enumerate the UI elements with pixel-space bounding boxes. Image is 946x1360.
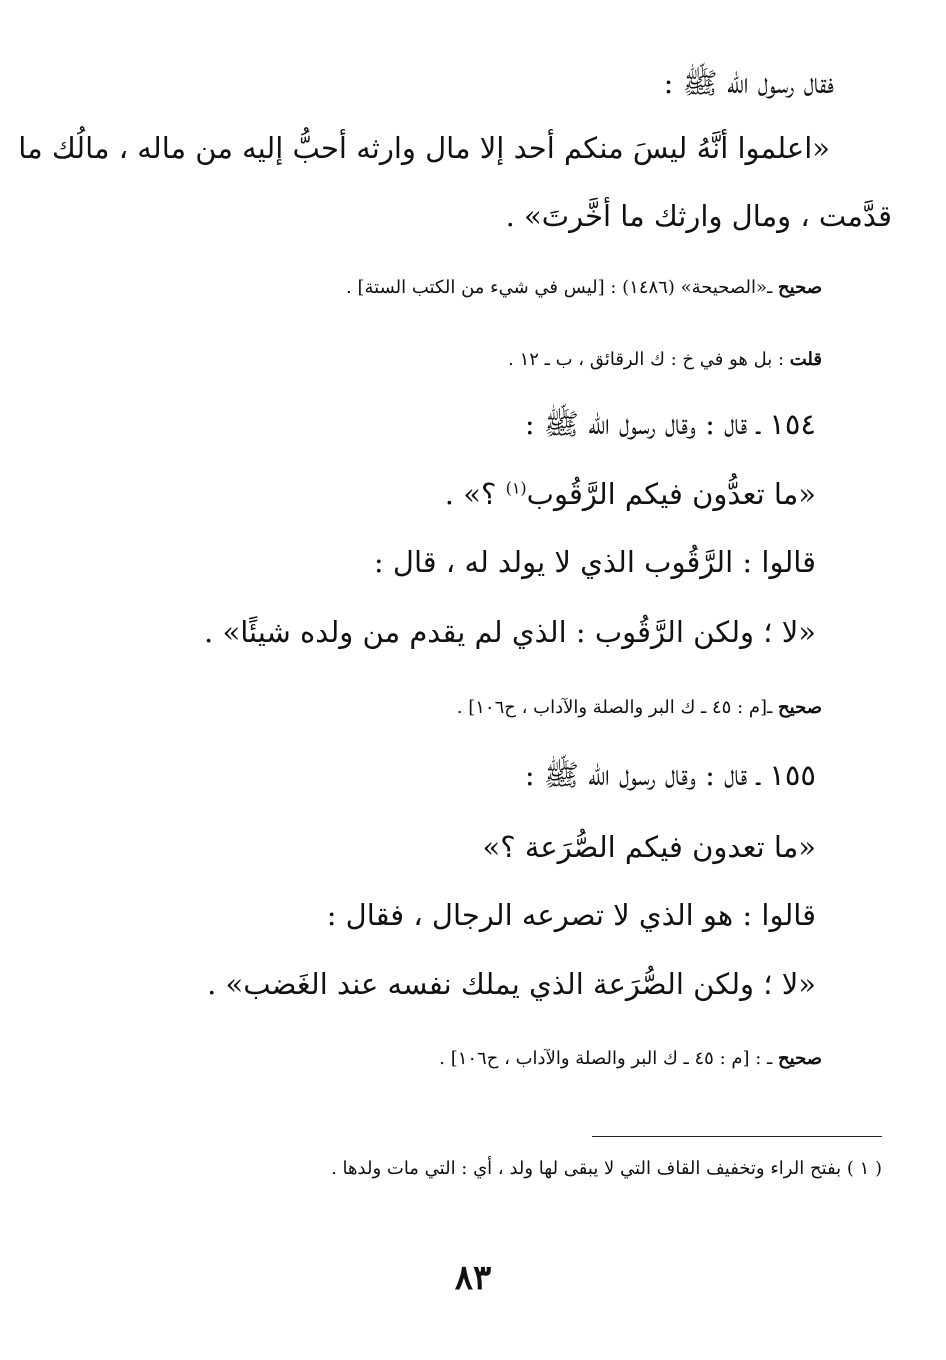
text-line: قالوا : هو الذي لا تصرعه الرجال ، فقال :	[326, 898, 816, 932]
text-line: قالوا : الرَّقُوب الذي لا يولد له ، قال :	[373, 545, 816, 579]
note-line: قلت : بل هو في خ : ك الرقائق ، ب ـ ١٢ .	[508, 349, 822, 370]
hadith-heading: ١٥٤ ـ قال : وقال رسول اللّه ﷺ :	[524, 407, 816, 441]
note-label: قلت	[789, 349, 822, 370]
text-line: «لا ؛ ولكن الصُّرَعة الذي يملك نفسه عند الغَضب» .	[207, 967, 816, 1001]
page-number: ٨٣	[454, 1258, 492, 1298]
footnote-ref: (١)	[505, 478, 527, 498]
citation-line: صحيح ـ : [م : ٤٥ ـ ك البر والصلة والآداب ، ح١٠٦] .	[439, 1048, 822, 1069]
footnote-divider	[592, 1136, 882, 1137]
grading-label: صحيح	[778, 697, 822, 718]
citation-line: صحيح ـ[م : ٤٥ ـ ك البر والصلة والآداب ، ح١٠٦] .	[456, 697, 822, 718]
footnote: ( ١ ) بفتح الراء وتخفيف القاف التي لا يبقى لها ولد ، أي : التي مات ولدها .	[331, 1158, 882, 1179]
hadith-heading: ١٥٥ ـ قال : وقال رسول اللّه ﷺ :	[524, 758, 816, 792]
text-line: «ما تعدون فيكم الصُّرَعة ؟»	[482, 830, 816, 864]
text-line: فقال رسول الله ﷺ :	[663, 66, 834, 100]
text-line: قدَّمت ، ومال وارثك ما أخَّرتَ» .	[505, 199, 892, 233]
text-line: «ما تعدُّون فيكم الرَّقُوب$^{(١)}$ ؟» .	[444, 477, 816, 511]
citation-line: صحيح ـ«الصحيحة» (١٤٨٦) : [ليس في شيء من الكتب الستة] .	[346, 277, 822, 298]
text-line: «لا ؛ ولكن الرَّقُوب : الذي لم يقدم من ولده شيئًا» .	[204, 615, 816, 649]
text-line: «اعلموا أنَّهُ ليسَ منكم أحد إلا مال وارثه أحبُّ إليه من ماله ، مالُك ما	[18, 131, 830, 165]
grading-label: صحيح	[778, 277, 822, 298]
grading-label: صحيح	[778, 1048, 822, 1069]
